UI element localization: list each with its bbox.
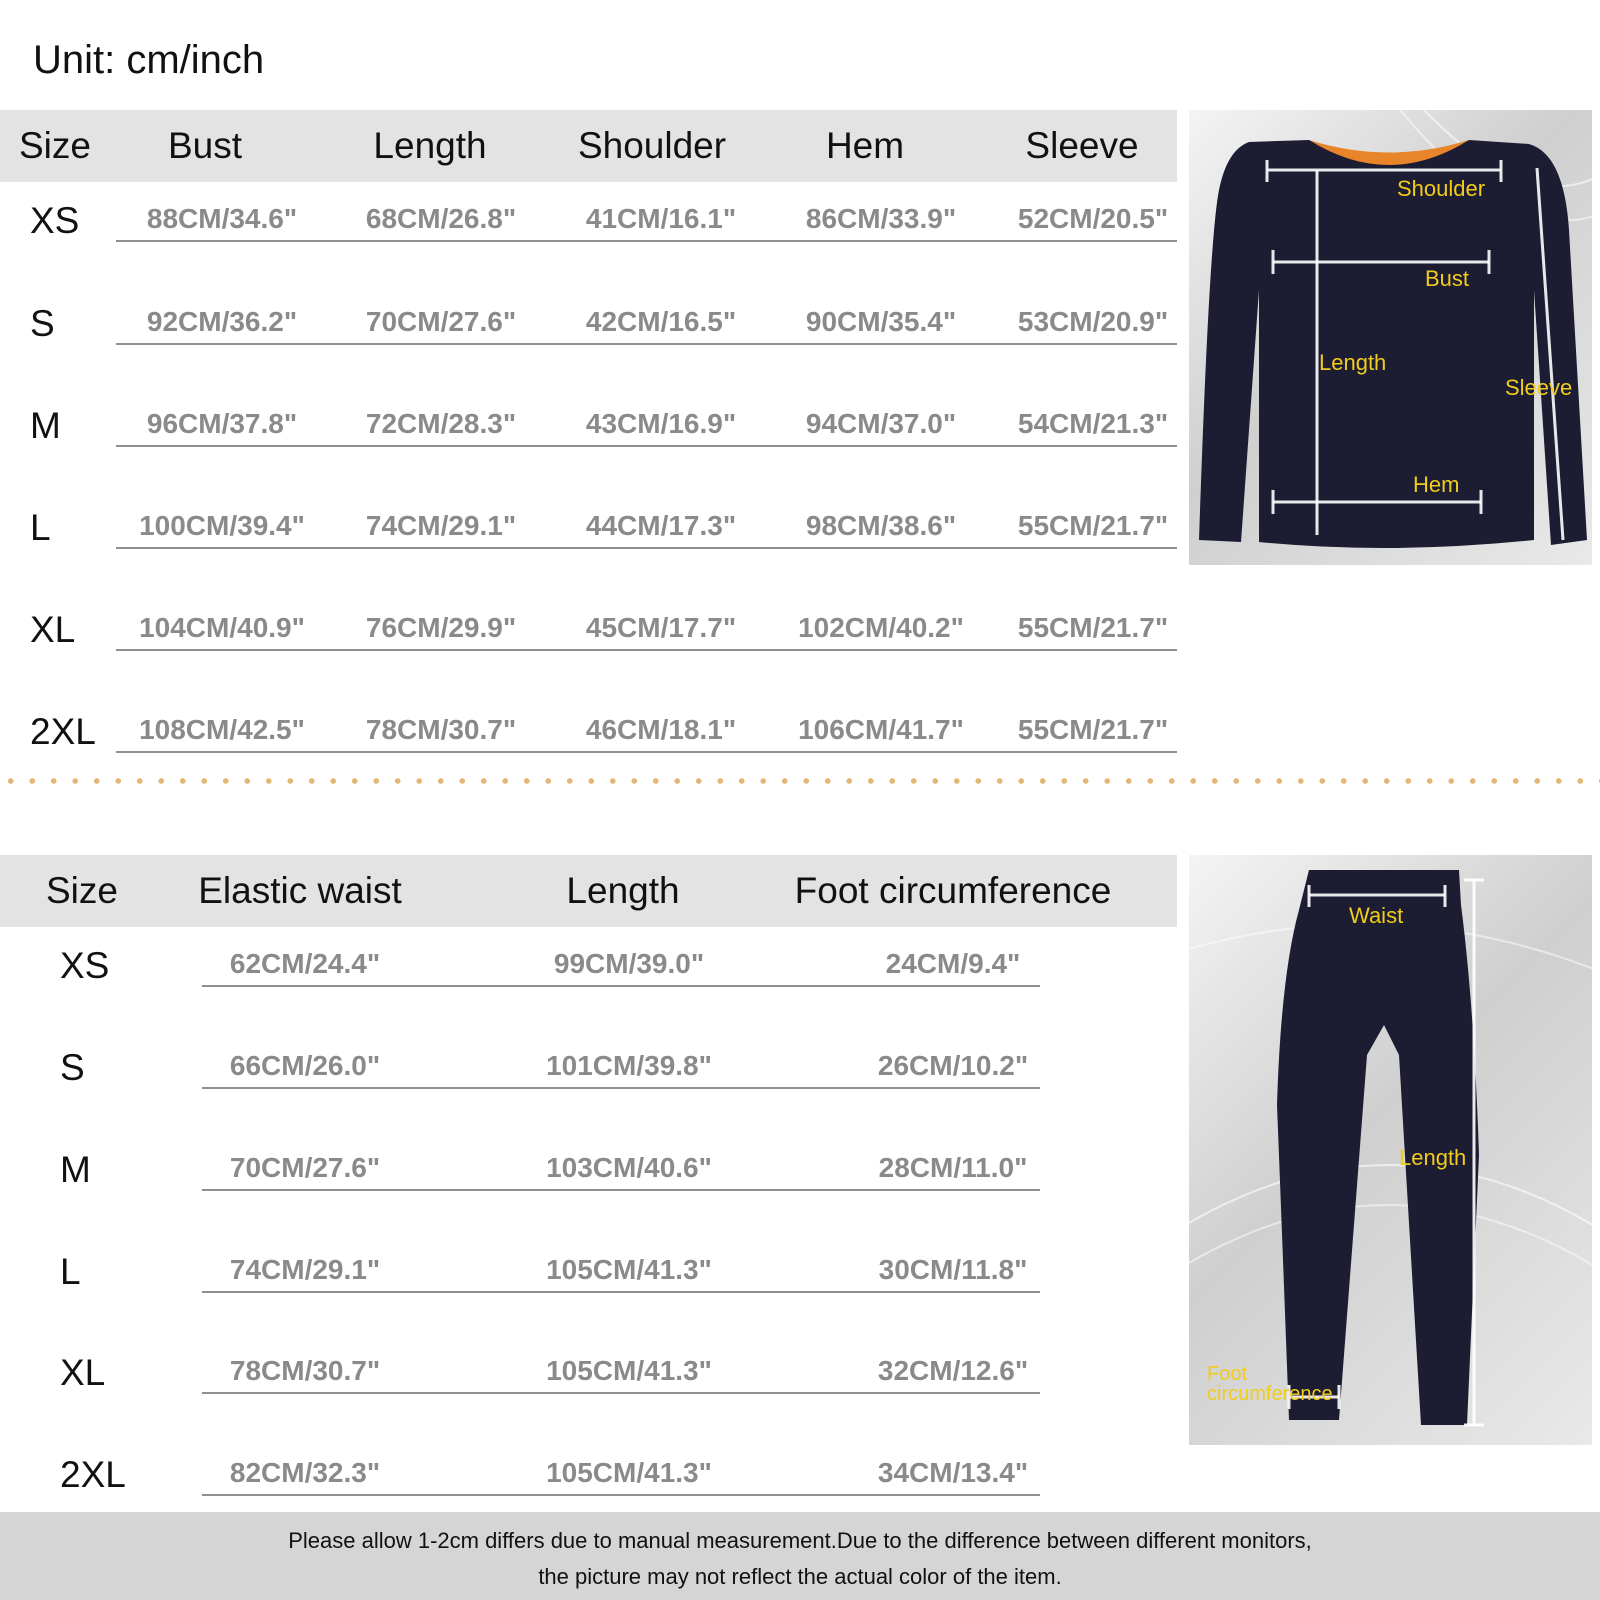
top-row-size: L	[30, 507, 51, 548]
top-cell: 106CM/41.7"	[798, 714, 964, 745]
bottom-cell: 24CM/9.4"	[885, 948, 1021, 979]
bottom-cell: 32CM/12.6"	[877, 1355, 1029, 1386]
bottom-cell: 99CM/39.0"	[553, 948, 705, 979]
top-row-size: 2XL	[30, 711, 96, 752]
bottom-row-size: XS	[60, 945, 110, 986]
top-cell: 54CM/21.3"	[1017, 408, 1169, 439]
bottom-cell: 82CM/32.3"	[229, 1457, 381, 1488]
top-cell: 98CM/38.6"	[805, 510, 957, 541]
top-cell: 90CM/35.4"	[805, 306, 957, 337]
bottom-cell: 28CM/11.0"	[878, 1152, 1028, 1183]
bottom-row-rule	[202, 985, 1040, 987]
bottom-header-foot-circumference: Foot circumference	[794, 870, 1112, 911]
bottom-cell: 74CM/29.1"	[229, 1254, 381, 1285]
top-cell: 76CM/29.9"	[365, 612, 517, 643]
foot-label-line-1: Foot	[1207, 1363, 1248, 1385]
top-row-rule	[116, 445, 1177, 447]
bottom-cell: 30CM/11.8"	[878, 1254, 1028, 1285]
bottom-cell: 26CM/10.2"	[877, 1050, 1029, 1081]
top-cell: 46CM/18.1"	[585, 714, 737, 745]
long-sleeve-shirt-icon	[1189, 110, 1592, 565]
bottom-cell: 34CM/13.4"	[877, 1457, 1029, 1488]
sleeve-label: Sleeve	[1505, 375, 1573, 400]
pants-length-label: Length	[1399, 1145, 1467, 1170]
bottom-row-size: L	[60, 1251, 81, 1292]
top-cell: 86CM/33.9"	[805, 203, 957, 234]
shirt-photo	[1189, 110, 1592, 565]
top-cell: 72CM/28.3"	[365, 408, 517, 439]
top-row-rule	[116, 343, 1177, 345]
waist-label: Waist	[1349, 903, 1404, 928]
pants-icon	[1189, 855, 1592, 1445]
top-row-rule	[116, 649, 1177, 651]
bottom-row-rule	[202, 1291, 1040, 1293]
bottom-cell: 78CM/30.7"	[229, 1355, 381, 1386]
top-cell: 55CM/21.7"	[1017, 714, 1169, 745]
top-cell: 68CM/26.8"	[365, 203, 517, 234]
foot-label-line-2: circumference	[1207, 1383, 1333, 1405]
section-divider	[0, 777, 1600, 785]
top-cell: 55CM/21.7"	[1017, 612, 1169, 643]
top-table-header	[0, 110, 1177, 182]
top-cell: 96CM/37.8"	[146, 408, 298, 439]
top-header-shoulder: Shoulder	[577, 125, 727, 166]
top-cell: 44CM/17.3"	[585, 510, 737, 541]
pants-photo	[1189, 855, 1592, 1445]
disclaimer-line-1: Please allow 1-2cm differs due to manual measurement.Due to the difference between different monitors,	[288, 1528, 1312, 1553]
unit-label: Unit: cm/inch	[33, 38, 265, 82]
bottom-cell: 70CM/27.6"	[229, 1152, 381, 1183]
bottom-row-rule	[202, 1189, 1040, 1191]
top-row-size: XS	[30, 200, 80, 241]
top-cell: 70CM/27.6"	[365, 306, 517, 337]
bottom-header-length: Length	[566, 870, 680, 911]
top-cell: 104CM/40.9"	[139, 612, 305, 643]
bottom-row-rule	[202, 1392, 1040, 1394]
bottom-row-size: S	[60, 1047, 85, 1088]
bottom-table-header	[0, 855, 1177, 927]
top-cell: 52CM/20.5"	[1017, 203, 1169, 234]
top-header-length: Length	[373, 125, 487, 166]
top-row-size: M	[30, 405, 61, 446]
top-cell: 100CM/39.4"	[139, 510, 305, 541]
bottom-row-size: M	[60, 1149, 91, 1190]
top-cell: 43CM/16.9"	[585, 408, 737, 439]
bottom-row-size: 2XL	[60, 1454, 126, 1495]
shoulder-label: Shoulder	[1397, 176, 1486, 201]
bottom-cell: 103CM/40.6"	[546, 1152, 712, 1183]
top-header-bust: Bust	[167, 125, 243, 166]
bottom-cell: 101CM/39.8"	[546, 1050, 712, 1081]
top-cell: 45CM/17.7"	[585, 612, 737, 643]
bottom-cell: 66CM/26.0"	[229, 1050, 381, 1081]
bottom-cell: 62CM/24.4"	[229, 948, 381, 979]
bottom-header-size: Size	[46, 870, 118, 911]
disclaimer-footer	[0, 1512, 1600, 1600]
top-row-rule	[116, 751, 1177, 753]
top-row-rule	[116, 240, 1177, 242]
top-row-size: S	[30, 303, 55, 344]
bottom-row-size: XL	[60, 1352, 106, 1393]
top-cell: 42CM/16.5"	[585, 306, 737, 337]
disclaimer-line-2: the picture may not reflect the actual color of the item.	[538, 1564, 1062, 1589]
top-header-size: Size	[19, 125, 91, 166]
top-cell: 102CM/40.2"	[798, 612, 964, 643]
bottom-cell: 105CM/41.3"	[546, 1254, 712, 1285]
bottom-row-rule	[202, 1494, 1040, 1496]
top-cell: 88CM/34.6"	[146, 203, 298, 234]
top-cell: 92CM/36.2"	[146, 306, 298, 337]
top-cell: 78CM/30.7"	[365, 714, 517, 745]
top-cell: 94CM/37.0"	[805, 408, 957, 439]
top-cell: 108CM/42.5"	[139, 714, 305, 745]
bottom-cell: 105CM/41.3"	[546, 1355, 712, 1386]
top-cell: 55CM/21.7"	[1017, 510, 1169, 541]
bottom-cell: 105CM/41.3"	[546, 1457, 712, 1488]
top-row-rule	[116, 547, 1177, 549]
length-label: Length	[1319, 350, 1387, 375]
top-cell: 53CM/20.9"	[1017, 306, 1169, 337]
top-header-hem: Hem	[825, 125, 905, 166]
bottom-header-elastic-waist: Elastic waist	[198, 870, 402, 911]
bottom-row-rule	[202, 1087, 1040, 1089]
top-row-size: XL	[30, 609, 76, 650]
top-cell: 74CM/29.1"	[365, 510, 517, 541]
bust-label: Bust	[1425, 266, 1470, 291]
hem-label: Hem	[1413, 472, 1460, 497]
top-header-sleeve: Sleeve	[1025, 125, 1139, 166]
top-cell: 41CM/16.1"	[585, 203, 737, 234]
